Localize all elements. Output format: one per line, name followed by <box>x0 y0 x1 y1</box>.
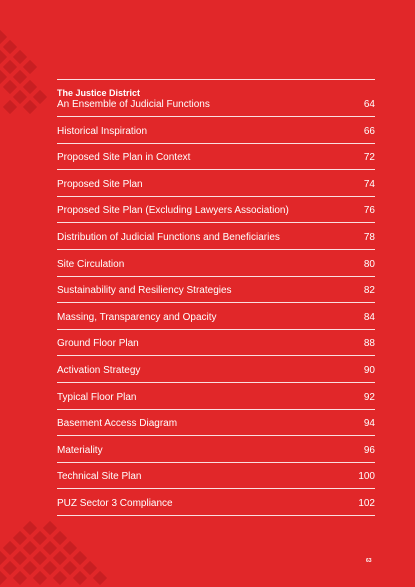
toc-entry-page: 76 <box>363 205 375 217</box>
page-number: 63 <box>366 558 372 564</box>
toc-entry-page: 74 <box>363 178 375 190</box>
toc-entry-title: PUZ Sector 3 Compliance <box>57 497 173 509</box>
toc-entry-page: 72 <box>363 152 375 164</box>
toc-entry[interactable] <box>57 223 375 250</box>
toc-entry[interactable] <box>57 436 375 463</box>
toc-entry-title: Sustainability and Resiliency Strategies <box>57 285 232 297</box>
toc-entry[interactable] <box>57 277 375 304</box>
toc-entry-page: 102 <box>358 497 375 509</box>
toc-entry[interactable] <box>57 303 375 330</box>
toc-entry-title: Massing, Transparency and Opacity <box>57 311 217 323</box>
toc-entry[interactable] <box>57 80 375 117</box>
toc-entry[interactable] <box>57 356 375 383</box>
toc-entry-page: 96 <box>363 444 375 456</box>
toc-entry[interactable] <box>57 144 375 171</box>
toc-entry-page: 88 <box>363 338 375 350</box>
toc-entry-page: 66 <box>363 125 375 137</box>
toc-entry-title: Materiality <box>57 444 103 456</box>
table-of-contents <box>57 79 375 516</box>
toc-entry-page: 82 <box>363 285 375 297</box>
toc-entry[interactable] <box>57 330 375 357</box>
toc-entry-page: 90 <box>363 364 375 376</box>
toc-entry-title: Technical Site Plan <box>57 471 142 483</box>
toc-entry-title: Ground Floor Plan <box>57 338 139 350</box>
toc-entry-page: 92 <box>363 391 375 403</box>
toc-entry-title: Historical Inspiration <box>57 125 148 137</box>
toc-entry-page: 78 <box>363 231 375 243</box>
toc-entry[interactable] <box>57 410 375 437</box>
toc-entry-title: Activation Strategy <box>57 364 141 376</box>
toc-entry[interactable] <box>57 250 375 277</box>
toc-entry-page: 100 <box>358 471 375 483</box>
toc-entry[interactable] <box>57 170 375 197</box>
toc-entry-title: Basement Access Diagram <box>57 418 178 430</box>
toc-entry-page: 94 <box>363 418 375 430</box>
toc-entry-page: 80 <box>363 258 375 270</box>
toc-entry-title: An Ensemble of Judicial Functions <box>57 99 210 110</box>
toc-entry[interactable] <box>57 197 375 224</box>
toc-entry[interactable] <box>57 489 375 516</box>
decorative-diamond-pattern-top <box>0 28 48 123</box>
toc-entry-page: 84 <box>363 311 375 323</box>
toc-entry-page: 64 <box>363 99 375 110</box>
toc-entry[interactable] <box>57 463 375 490</box>
toc-entry-title: Proposed Site Plan <box>57 178 143 190</box>
toc-entry[interactable] <box>57 117 375 144</box>
toc-entry-title: Site Circulation <box>57 258 125 270</box>
toc-section-heading: The Justice District <box>57 88 141 98</box>
toc-entry-title: Proposed Site Plan in Context <box>57 152 191 164</box>
toc-entry-title: Proposed Site Plan (Excluding Lawyers Association) <box>57 205 289 217</box>
toc-entry-title: Typical Floor Plan <box>57 391 137 403</box>
toc-entry-title: Distribution of Judicial Functions and Beneficiaries <box>57 231 280 243</box>
toc-entry[interactable] <box>57 383 375 410</box>
